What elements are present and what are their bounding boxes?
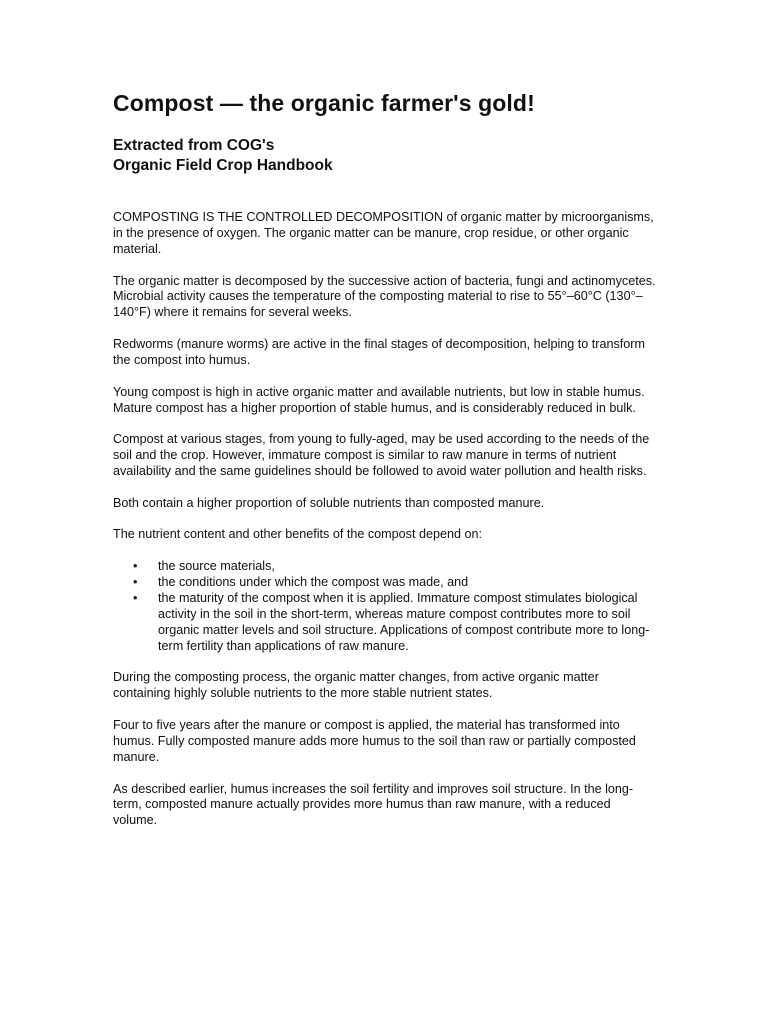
bullet-list xyxy=(113,559,658,654)
document-subtitle xyxy=(113,136,658,176)
paragraph: Redworms (manure worms) are active in the final stages of decomposition, helping to transform the compost into humus. xyxy=(113,337,645,367)
paragraph: Both contain a higher proportion of soluble nutrients than composted manure. xyxy=(113,495,545,510)
paragraph: Four to five years after the manure or compost is applied, the material has transformed into humus. Fully composted manure adds more humus to the soil than raw or partially composted manure. xyxy=(113,718,636,764)
paragraph: As described earlier, humus increases the soil fertility and improves soil structure. In the long-term, composted manure actually provides more humus than raw manure, with a reduced volume. xyxy=(113,781,634,828)
document-body xyxy=(113,210,658,829)
paragraph: During the composting process, the organic matter changes, from active organic matter containing highly soluble nutrients to the more stable nutrient states. xyxy=(113,670,599,701)
paragraph: The organic matter is decomposed by the successive action of bacteria, fungi and actinomycetes. Microbial activity causes the temperature of the composting material to rise to 55°–60°C (130°–140°F) where it remains for several weeks. xyxy=(113,273,656,320)
paragraph: Compost at various stages, from young to fully-aged, may be used according to the needs of the soil and the crop. However, immature compost is similar to raw manure in terms of nutrient availability and the same guidelines should be followed to avoid water pollution and health risks. xyxy=(113,432,650,479)
subtitle-line-1: Extracted from COG's xyxy=(113,137,275,154)
paragraph: COMPOSTING IS THE CONTROLLED DECOMPOSITION of organic matter by microorganisms, in the presence of oxygen. The organic matter can be manure, crop residue, or other organic material. xyxy=(113,210,654,256)
list-item xyxy=(113,591,658,655)
list-item-text: the source materials, xyxy=(158,559,275,574)
paragraph: Young compost is high in active organic matter and available nutrients, but low in stable humus. Mature compost has a higher proportion of stable humus, and is considerably reduced in bulk. xyxy=(113,384,645,415)
list-item xyxy=(113,575,658,591)
bullet-icon: • xyxy=(133,559,138,574)
list-item-text: the maturity of the compost when it is applied. Immature compost stimulates biological activity in the soil in the short-term, whereas mature compost contributes more to soil organic matter levels and soil structure. Applications of compost contribute more to long-term fertility than applications of raw manure. xyxy=(158,590,650,653)
subtitle-line-2: Organic Field Crop Handbook xyxy=(113,157,333,174)
list-item-text: the conditions under which the compost was made, and xyxy=(158,575,469,590)
bullet-icon: • xyxy=(133,575,138,590)
paragraph: The nutrient content and other benefits of the compost depend on: xyxy=(113,527,482,542)
bullet-icon: • xyxy=(133,590,138,605)
list-item xyxy=(113,559,658,575)
document-title: Compost — the organic farmer's gold! xyxy=(113,90,535,116)
document-page xyxy=(113,88,658,845)
